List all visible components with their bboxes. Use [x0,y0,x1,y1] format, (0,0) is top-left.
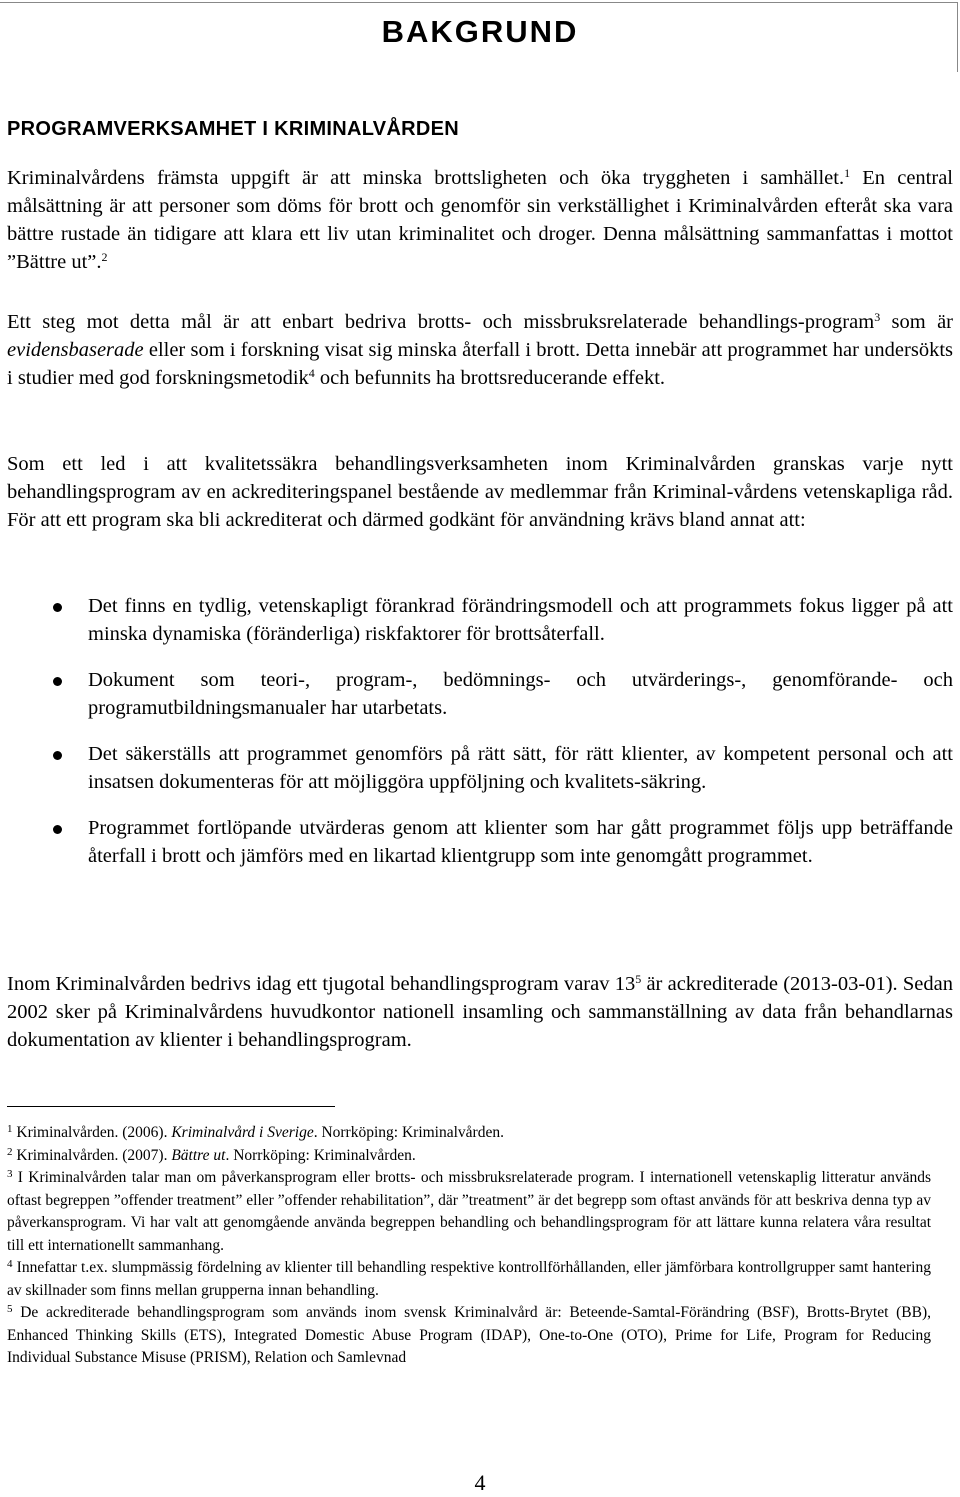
footnote-ref-2[interactable]: 2 [101,250,108,264]
footnote-separator [7,1106,335,1107]
list-item-text: Dokument som teori-, program-, bedömnings- och utvärderings-, genomförande- och programutbildningsmanualer har utarbetats. [88,669,953,719]
bullet-icon [53,751,62,760]
footnote-2 [7,1145,931,1168]
paragraph-status [7,970,953,1054]
footnote-text: Innefattar t.ex. slumpmässig fördelning av klienter till behandling respektive kontrollförhållanden, eller jämförbara kontrollgrupper samt hantering av skillnader som finns mellan grupperna innan behandling. [7,1259,931,1299]
footnote-4 [7,1257,931,1302]
paragraph-accreditation: Som ett led i att kvalitetssäkra behandlingsverksamheten inom Kriminalvården granskas varje nytt behandlingsprogram av en ackrediteringspanel bestående av medlemmar från Kriminal-vårdens vetenskapliga råd. För att ett program ska bli ackrediterat och därmed godkänt för användning krävs bland annat att: [7,453,953,531]
paragraph-intro-text-a: Kriminalvårdens främsta uppgift är att minska brottsligheten och öka tryggheten i samhället. [7,167,845,189]
bullet-icon [53,825,62,834]
list-item-text: Programmet fortlöpande utvärderas genom att klienter som har gått programmet följs upp beträffande återfall i brott och jämförs med en likartad klientgrupp som inte genomgått programmet. [88,817,953,867]
bullet-icon [53,677,62,686]
list-item-text: Det säkerställs att programmet genomförs på rätt sätt, för rätt klienter, av kompetent personal och att insatsen dokumenteras för att möjliggöra uppföljning och kvalitets-säkring. [88,743,953,793]
page-title: BAKGRUND [381,14,579,49]
footnote-number: 5 [7,1303,13,1315]
page-number: 4 [474,1470,486,1495]
footnote-ref-1[interactable]: 1 [844,166,851,180]
footnote-text: I Kriminalvården talar man om påverkansprogram eller brotts- och missbruksrelaterade program. I internationell vetenskaplig litteratur används oftast begreppen ”offender treatment” eller ”offender rehabilitation”, där ”treatment” är det begrepp som oftast används för att beskriva denna typ av påverkansprogram. Vi har valt att genomgående använda begreppen behandling och behandlingsprogram för att lättare kunna relatera våra resultat till ett internationellt sammanhang. [7,1169,931,1254]
paragraph-programs-text-b: som är [880,311,953,333]
footnotes [7,1122,931,1370]
footnote-number: 1 [7,1123,13,1135]
paragraph-programs-text-c: eller som i forskning visat sig minska återfall i brott. Detta innebär att programmet har undersökts i studier med god forskningsmetodik [7,339,953,389]
requirements-list [7,592,953,870]
paragraph-programs-text-a: Ett steg mot detta mål är att enbart bedriva brotts- och missbruksrelaterade behandlings-program [7,311,875,333]
footnote-5 [7,1302,931,1370]
footnote-number: 4 [7,1258,13,1270]
list-item-text: Det finns en tydlig, vetenskapligt förankrad förändringsmodell och att programmets fokus ligger på att minska dynamiska (föränderliga) riskfaktorer för brottsåterfall. [88,595,953,645]
list-item [7,740,953,796]
footnote-text-post: . Norrköping: Kriminalvården. [313,1124,504,1141]
emphasis-evidensbaserade: evidensbaserade [7,339,144,361]
footnote-3 [7,1167,931,1257]
paragraph-status-text-b: är ackrediterade (2013-03-01). Sedan 2002 sker på Kriminalvårdens huvudkontor nationell insamling och sammanställning av data från behandlarnas dokumentation av klienter i behandlingsprogram. [7,973,953,1051]
footnote-title: Bättre ut [171,1146,226,1164]
footnote-text-post: . Norrköping: Kriminalvården. [225,1146,416,1164]
list-item [7,814,953,870]
footnote-text: Kriminalvården. (2006). [12,1124,172,1141]
list-item [7,592,953,648]
paragraph-programs-text-d: och befunnits ha brottsreducerande effekt. [314,367,666,389]
bullet-icon [53,603,62,612]
footnote-ref-5[interactable]: 5 [635,972,642,986]
footnote-1 [7,1122,931,1145]
list-item [7,666,953,722]
footnote-text: De ackrediterade behandlingsprogram som används inom svensk Kriminalvård är: Beteende-Samtal-Förändring (BSF), Brotts-Brytet (BB), Enhanced Thinking Skills (ETS), Integrated Domestic Abuse Program (IDAP), One-to-One (OTO), Prime for Life, Program for Reducing Individual Substance Misuse (PRISM), Relation och Samlevnad [7,1304,931,1366]
footnote-title: Kriminalvård i Sverige [171,1124,314,1141]
footnote-text: Kriminalvården. (2007). [12,1146,172,1164]
paragraph-programs [7,308,953,392]
paragraph-status-text-a: Inom Kriminalvården bedrivs idag ett tjugotal behandlingsprogram varav 13 [7,973,636,995]
footnote-ref-4[interactable]: 4 [308,366,315,380]
paragraph-intro [7,164,953,276]
footnote-ref-3[interactable]: 3 [874,310,881,324]
footnote-number: 2 [7,1145,13,1158]
paragraph-intro-text-b: En central målsättning är att personer som döms för brott och genomför sin verkställighet i Kriminalvården efteråt ska vara bättre rustade än tidigare att klara ett liv utan kriminalitet och droger. Denna målsättning sammanfattas i mottot ”Bättre ut”. [7,167,953,273]
section-heading: PROGRAMVERKSAMHET I KRIMINALVÅRDEN [7,118,460,140]
footnote-number: 3 [7,1168,13,1180]
